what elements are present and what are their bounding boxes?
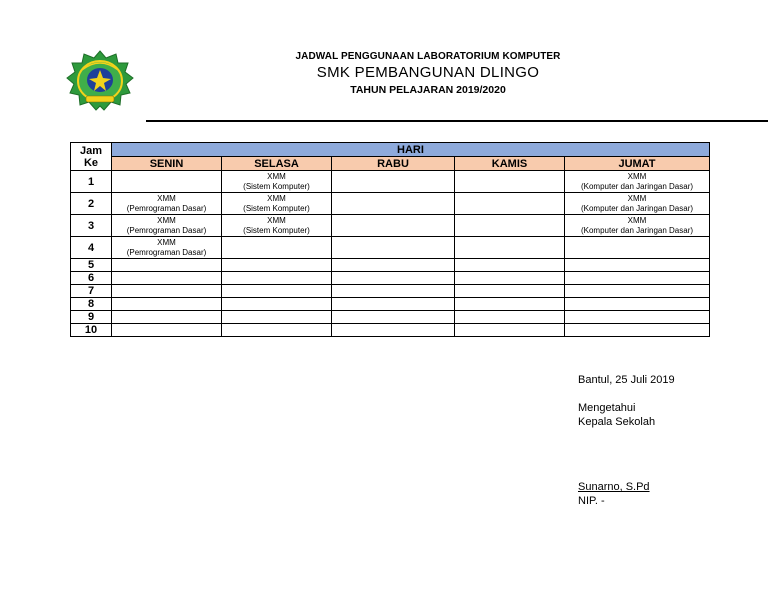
schedule-cell bbox=[222, 311, 332, 324]
class-name: XMM bbox=[627, 193, 647, 203]
academic-year: TAHUN PELAJARAN 2019/2020 bbox=[350, 84, 506, 96]
schedule-cell bbox=[222, 171, 332, 193]
jam-label: Jam bbox=[79, 144, 103, 157]
jam-number: 8 bbox=[71, 298, 112, 311]
schedule-cell bbox=[222, 259, 332, 272]
jam-number: 7 bbox=[71, 285, 112, 298]
jam-number: 6 bbox=[71, 272, 112, 285]
place-date: Bantul, 25 Juli 2019 bbox=[578, 374, 675, 386]
schedule-cell bbox=[565, 215, 710, 237]
schedule-cell bbox=[455, 193, 565, 215]
table-row bbox=[71, 193, 710, 215]
subject-name: (Sistem Komputer) bbox=[243, 225, 310, 235]
principal-name: Sunarno, S.Pd bbox=[578, 481, 650, 493]
schedule-cell bbox=[332, 324, 455, 337]
header-divider bbox=[146, 120, 768, 122]
schedule-cell bbox=[565, 272, 710, 285]
subject-name: (Sistem Komputer) bbox=[243, 181, 310, 191]
schedule-cell bbox=[112, 215, 222, 237]
schedule-cell bbox=[332, 285, 455, 298]
schedule-cell bbox=[455, 237, 565, 259]
subject-name: (Pemrograman Dasar) bbox=[126, 203, 207, 213]
schedule-cell bbox=[222, 324, 332, 337]
schedule-cell bbox=[332, 298, 455, 311]
schedule-cell bbox=[455, 171, 565, 193]
jam-ke-header bbox=[71, 143, 112, 171]
table-row bbox=[71, 311, 710, 324]
class-name: XMM bbox=[267, 193, 286, 203]
table-row bbox=[71, 324, 710, 337]
subject-name: (Komputer dan Jaringan Dasar) bbox=[580, 225, 694, 235]
schedule-cell bbox=[455, 298, 565, 311]
class-name: XMM bbox=[627, 215, 647, 225]
schedule-cell bbox=[112, 193, 222, 215]
schedule-cell bbox=[222, 285, 332, 298]
schedule-cell bbox=[112, 259, 222, 272]
school-name: SMK PEMBANGUNAN DLINGO bbox=[316, 64, 540, 81]
schedule-cell bbox=[112, 171, 222, 193]
schedule-cell bbox=[565, 237, 710, 259]
schedule-cell bbox=[332, 215, 455, 237]
class-name: XMM bbox=[157, 215, 176, 225]
subject-name: (Pemrograman Dasar) bbox=[126, 225, 207, 235]
mengetahui-label: Mengetahui bbox=[578, 402, 636, 414]
schedule-cell bbox=[112, 237, 222, 259]
jam-number: 4 bbox=[71, 237, 112, 259]
schedule-cell bbox=[112, 272, 222, 285]
schedule-cell bbox=[222, 272, 332, 285]
jam-number: 5 bbox=[71, 259, 112, 272]
schedule-cell bbox=[222, 215, 332, 237]
schedule-cell bbox=[565, 298, 710, 311]
subject-name: (Sistem Komputer) bbox=[243, 203, 310, 213]
class-name: XMM bbox=[157, 193, 176, 203]
jam-number: 2 bbox=[71, 193, 112, 215]
table-row bbox=[71, 285, 710, 298]
class-name: XMM bbox=[157, 237, 176, 247]
schedule-cell bbox=[112, 298, 222, 311]
day-header-senin: SENIN bbox=[112, 157, 222, 171]
day-header-rabu: RABU bbox=[332, 157, 455, 171]
schedule-cell bbox=[332, 237, 455, 259]
principal-role: Kepala Sekolah bbox=[578, 416, 656, 428]
schedule-cell bbox=[332, 272, 455, 285]
schedule-cell bbox=[332, 193, 455, 215]
schedule-cell bbox=[112, 285, 222, 298]
schedule-cell bbox=[565, 311, 710, 324]
table-row bbox=[71, 237, 710, 259]
jam-number: 3 bbox=[71, 215, 112, 237]
schedule-cell bbox=[565, 324, 710, 337]
principal-nip: NIP. - bbox=[578, 495, 605, 507]
table-row bbox=[71, 215, 710, 237]
subject-name: (Komputer dan Jaringan Dasar) bbox=[580, 181, 694, 191]
schedule-cell bbox=[222, 298, 332, 311]
schedule-cell bbox=[455, 259, 565, 272]
subject-name: (Pemrograman Dasar) bbox=[126, 247, 207, 257]
day-header-selasa: SELASA bbox=[222, 157, 332, 171]
schedule-cell bbox=[332, 171, 455, 193]
schedule-cell bbox=[332, 311, 455, 324]
schedule-cell bbox=[222, 193, 332, 215]
schedule-cell bbox=[565, 193, 710, 215]
hari-header: HARI bbox=[112, 143, 710, 157]
schedule-cell bbox=[565, 285, 710, 298]
jam-number: 10 bbox=[71, 324, 112, 337]
schedule-cell bbox=[455, 215, 565, 237]
table-row bbox=[71, 171, 710, 193]
table-row bbox=[71, 298, 710, 311]
ke-label: Ke bbox=[83, 156, 99, 169]
schedule-cell bbox=[455, 324, 565, 337]
table-row bbox=[71, 272, 710, 285]
class-name: XMM bbox=[627, 171, 647, 181]
class-name: XMM bbox=[267, 215, 286, 225]
schedule-cell bbox=[565, 171, 710, 193]
schedule-cell bbox=[112, 311, 222, 324]
day-header-jumat: JUMAT bbox=[565, 157, 710, 171]
school-emblem-icon bbox=[66, 50, 134, 112]
schedule-table bbox=[70, 142, 710, 337]
day-header-kamis: KAMIS bbox=[455, 157, 565, 171]
doc-title: JADWAL PENGGUNAAN LABORATORIUM KOMPUTER bbox=[295, 51, 561, 62]
schedule-cell bbox=[222, 237, 332, 259]
schedule-cell bbox=[565, 259, 710, 272]
schedule-cell bbox=[455, 311, 565, 324]
table-row bbox=[71, 259, 710, 272]
jam-number: 1 bbox=[71, 171, 112, 193]
jam-number: 9 bbox=[71, 311, 112, 324]
schedule-cell bbox=[455, 272, 565, 285]
subject-name: (Komputer dan Jaringan Dasar) bbox=[580, 203, 694, 213]
class-name: XMM bbox=[267, 171, 286, 181]
schedule-cell bbox=[455, 285, 565, 298]
schedule-cell bbox=[112, 324, 222, 337]
schedule-cell bbox=[332, 259, 455, 272]
